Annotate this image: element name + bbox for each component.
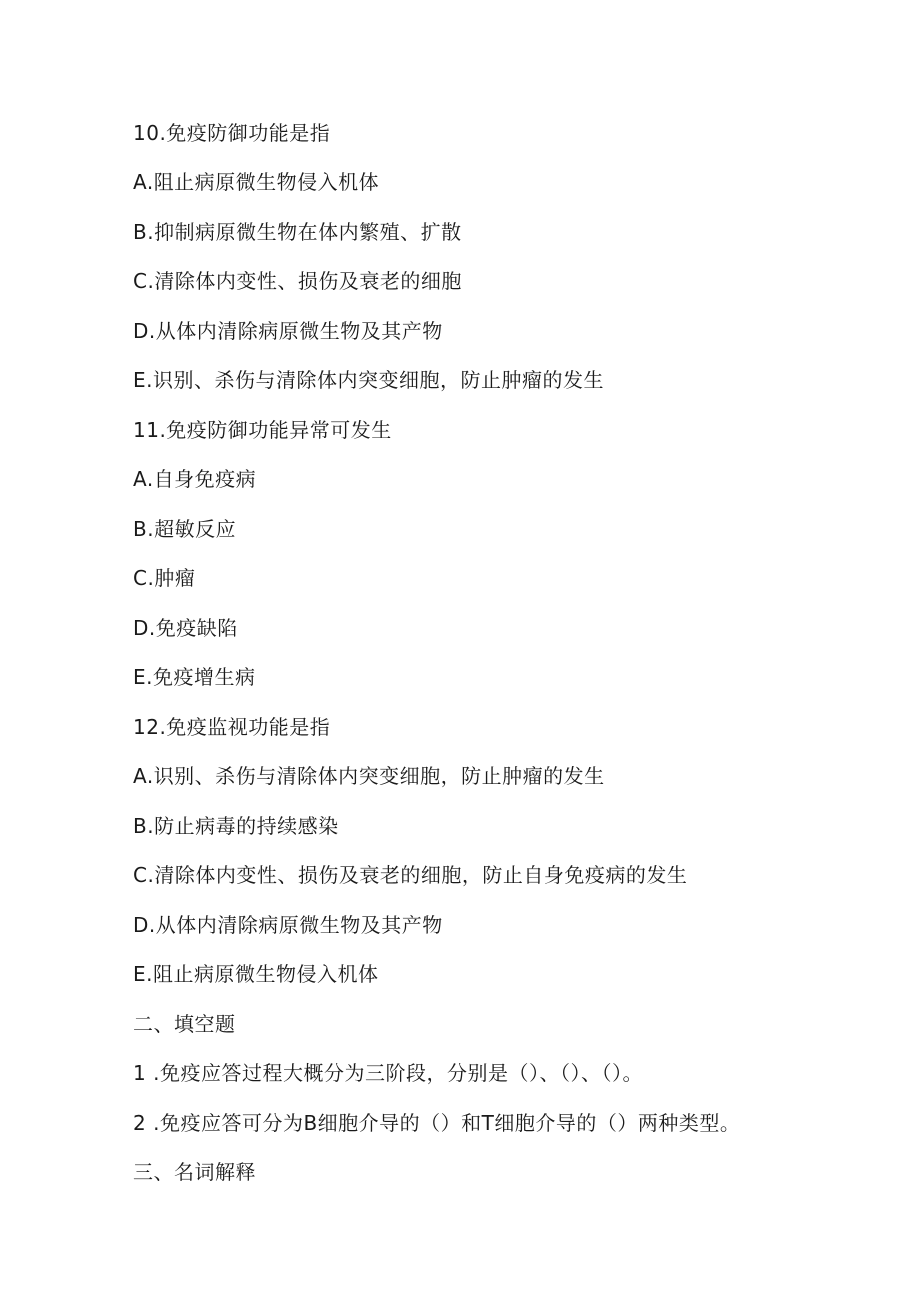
section-heading-fill-in: 二、填空题 — [133, 1012, 236, 1036]
question-11-option-e: E.免疫增生病 — [133, 665, 256, 689]
question-10-option-d: D.从体内清除病原微生物及其产物 — [133, 319, 443, 343]
question-11-option-a: A.自身免疫病 — [133, 467, 257, 491]
question-10-option-a: A.阻止病原微生物侵入机体 — [133, 170, 380, 194]
question-12-stem: 12.免疫监视功能是指 — [133, 715, 331, 739]
question-12-option-e: E.阻止病原微生物侵入机体 — [133, 962, 379, 986]
question-10-option-b: B.抑制病原微生物在体内繁殖、扩散 — [133, 220, 462, 244]
question-12-option-b: B.防止病毒的持续感染 — [133, 814, 339, 838]
fill-in-question-2: 2 .免疫应答可分为B细胞介导的（）和T细胞介导的（）两种类型。 — [133, 1111, 741, 1135]
question-11-option-b: B.超敏反应 — [133, 517, 237, 541]
question-10-option-e: E.识别、杀伤与清除体内突变细胞，防止肿瘤的发生 — [133, 368, 604, 392]
question-10-stem: 10.免疫防御功能是指 — [133, 121, 331, 145]
question-11-option-d: D.免疫缺陷 — [133, 616, 238, 640]
question-12-option-d: D.从体内清除病原微生物及其产物 — [133, 913, 443, 937]
question-10-option-c: C.清除体内变性、损伤及衰老的细胞 — [133, 269, 462, 293]
question-12-option-c: C.清除体内变性、损伤及衰老的细胞，防止自身免疫病的发生 — [133, 863, 688, 887]
fill-in-question-1: 1 .免疫应答过程大概分为三阶段，分别是（）、（）、（）。 — [133, 1061, 643, 1085]
section-heading-terms: 三、名词解释 — [133, 1160, 256, 1184]
question-11-option-c: C.肿瘤 — [133, 566, 196, 590]
question-11-stem: 11.免疫防御功能异常可发生 — [133, 418, 392, 442]
question-12-option-a: A.识别、杀伤与清除体内突变细胞，防止肿瘤的发生 — [133, 764, 605, 788]
